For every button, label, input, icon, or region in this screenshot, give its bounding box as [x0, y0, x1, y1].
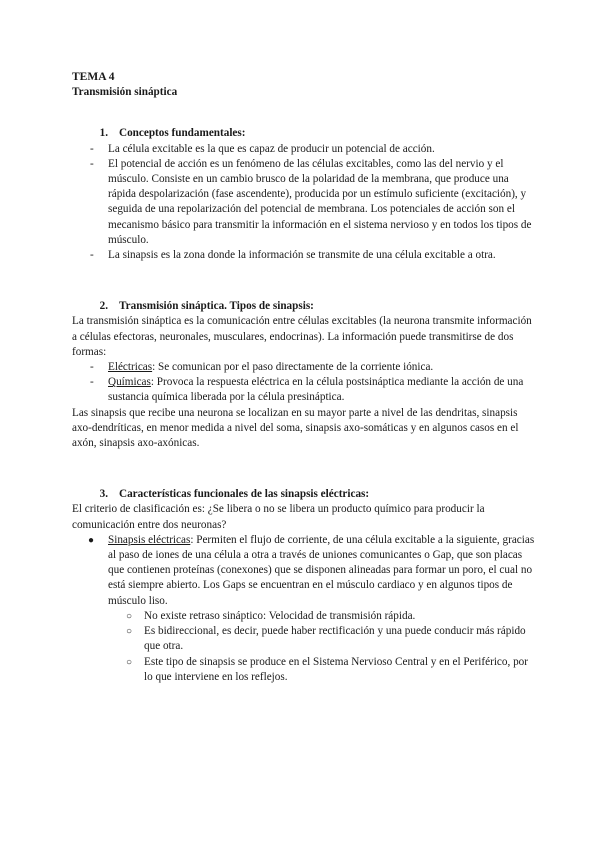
dash-bullet: -: [90, 142, 94, 155]
list-item-text: La célula excitable es la que es capaz de producir un potencial de acción.: [108, 142, 435, 155]
topic-number: TEMA 4: [72, 71, 115, 83]
circle-bullet: ○: [126, 626, 133, 638]
term-definition: : Permiten el flujo de corriente, de una célula excitable a la siguiente, gracias al paso de iones de una célula a otra a través de uniones comunicantes o Gap, que son placas que contienen proteínas (conexones) que se disponen alineadas para formar un poro, el cual no está siempre abierto. Los Gaps se encuentran en el músculo cardiaco y en algunos tipos de músculo liso.: [108, 533, 535, 607]
document-page: [72, 70, 536, 685]
term-electricas: Eléctricas: [108, 361, 153, 374]
section-title: Características funcionales de las sinapsis eléctricas:: [119, 488, 370, 501]
sub-list-item-text: No existe retraso sináptico: Velocidad de transmisión rápida.: [144, 609, 416, 622]
document-title: Transmisión sináptica: [72, 86, 178, 99]
section-title: Transmisión sináptica. Tipos de sinapsis:: [119, 300, 314, 313]
circle-bullet: ○: [126, 656, 133, 668]
section-number: 3.: [99, 488, 108, 501]
circle-bullet: ○: [126, 610, 133, 622]
section-2-intro: La transmisión sináptica es la comunicación entre células excitables (la neurona transmite información a células efectoras, neuronales, musculares, endocrinas). La información puede transmitirse de dos formas:: [72, 315, 532, 358]
section-3-intro: El criterio de clasificación es: ¿Se libera o no se libera un producto químico para producir la comunicación entre dos neuronas?: [72, 503, 485, 531]
list-item: [72, 360, 536, 375]
section-3-heading: [72, 487, 536, 502]
synapse-types-list: [72, 360, 536, 406]
term-sinapsis-electricas: Sinapsis eléctricas: [108, 533, 191, 546]
list-item-text: El potencial de acción es un fenómeno de las células excitables, como las del nervio y el músculo. Consiste en un cambio brusco de la polaridad de la membrana, que produce una rápida despolarización (fase ascendente), producida por un estímulo suficiente (excitación), y seguida de una repolarización del potencial de membrana. Los potenciales de acción son el mecanismo básico para transmitir la información en el sistema nervioso y en todos los tipos de músculo.: [108, 157, 532, 246]
section-1-list: [72, 142, 536, 264]
dash-bullet: -: [90, 249, 94, 262]
section-2-heading: [72, 299, 536, 314]
dash-bullet: -: [90, 157, 94, 170]
sub-list-item: [108, 655, 536, 685]
dot-bullet: ●: [88, 534, 95, 546]
list-item: [72, 375, 536, 405]
section-number: 2.: [99, 300, 108, 313]
term-definition: : Provoca la respuesta eléctrica en la célula postsináptica mediante la acción de una sustancia química liberada por la célula presináptica.: [108, 376, 524, 404]
list-item: [72, 248, 536, 263]
electrical-synapse-list: [72, 533, 536, 685]
list-item: [72, 533, 536, 685]
dash-bullet: -: [90, 361, 94, 374]
dash-bullet: -: [90, 376, 94, 389]
section-title: Conceptos fundamentales:: [119, 127, 246, 140]
sub-list-item: [108, 609, 536, 624]
section-2-outro: Las sinapsis que recibe una neurona se localizan en su mayor parte a nivel de las dendritas, sinapsis axo-dendríticas, en menor medida a nivel del soma, sinapsis axo-somáticas y en algunos casos en el axón, sinapsis axo-axónicas.: [72, 406, 519, 450]
sub-list-item-text: Es bidireccional, es decir, puede haber rectificación y una puede conducir más rápido que otra.: [144, 625, 526, 653]
sub-list: [108, 609, 536, 685]
sub-list-item-text: Este tipo de sinapsis se produce en el Sistema Nervioso Central y en el Periférico, por lo que interviene en los reflejos.: [144, 655, 529, 683]
section-1-heading: [72, 126, 536, 141]
section-number: 1.: [99, 127, 108, 140]
list-item: [72, 142, 536, 157]
list-item: [72, 157, 536, 248]
term-quimicas: Químicas: [108, 376, 151, 389]
list-item-text: La sinapsis es la zona donde la información se transmite de una célula excitable a otra.: [108, 249, 496, 262]
term-definition: : Se comunican por el paso directamente de la corriente iónica.: [152, 361, 434, 374]
sub-list-item: [108, 624, 536, 654]
